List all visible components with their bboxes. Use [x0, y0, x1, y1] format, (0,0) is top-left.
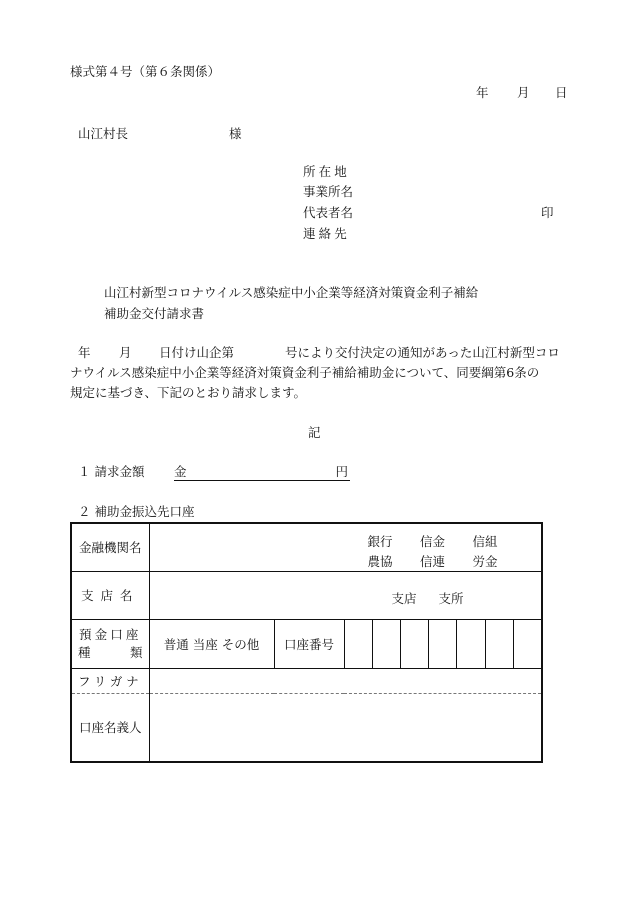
- bank-type-shinkin: 信金: [419, 534, 445, 549]
- bank-type-shinkumi: 信組: [472, 534, 498, 549]
- account-holder-cell[interactable]: [149, 693, 542, 762]
- account-digit[interactable]: [456, 620, 484, 668]
- bank-type-nokyo: 農協: [367, 554, 393, 569]
- form-number: 様式第４号（第６条関係）: [70, 64, 221, 79]
- item2-label: ２ 補助金振込先口座: [78, 504, 195, 519]
- account-digit[interactable]: [372, 620, 400, 668]
- body-line-2: ナウイルス感染症中小企業等経済対策資金利子補給補助金について、同要綱第6条の: [70, 365, 540, 380]
- bank-name-cell[interactable]: [149, 523, 542, 571]
- deposit-type-label: [71, 619, 149, 668]
- body-line-1-rest: 号により交付決定の通知があった山江村新型コロ: [285, 345, 560, 360]
- body-line-3: 規定に基づき、下記のとおり請求します。: [70, 385, 307, 400]
- furigana-cell[interactable]: [149, 668, 542, 693]
- branch-name-cell[interactable]: [149, 571, 542, 619]
- deposit-type-label-1: 預金口座: [78, 627, 142, 642]
- account-number-label: 口座番号: [274, 619, 344, 668]
- bank-name-label: 金融機関名: [71, 523, 149, 571]
- label-office-name: 事業所名: [303, 184, 354, 199]
- label-representative: 代表者名: [303, 205, 354, 220]
- furigana-label: フリガナ: [71, 668, 149, 693]
- account-digit[interactable]: [485, 620, 513, 668]
- body-month: 月: [119, 345, 132, 360]
- ki-mark: 記: [308, 425, 321, 440]
- branch-type-shisho: 支所: [438, 590, 464, 606]
- date-month: 月: [517, 85, 530, 100]
- amount-prefix: 金: [174, 464, 187, 479]
- bank-type-bank: 銀行: [367, 534, 393, 549]
- label-location: 所在地: [303, 164, 350, 179]
- amount-suffix: 円: [335, 464, 348, 479]
- title-line-2: 補助金交付請求書: [104, 306, 205, 321]
- addressee-honorific: 様: [229, 126, 242, 141]
- bank-type-rokin: 労金: [472, 554, 498, 569]
- bank-type-shinren: 信連: [419, 554, 445, 569]
- seal-mark: 印: [541, 205, 554, 220]
- deposit-type-label-2: 種 類: [78, 644, 143, 660]
- addressee-name: 山江村長: [78, 126, 129, 141]
- date-day: 日: [555, 85, 568, 100]
- account-digit[interactable]: [400, 620, 428, 668]
- account-number-cells[interactable]: [344, 619, 542, 668]
- deposit-type-options[interactable]: 普通 当座 その他: [149, 619, 274, 668]
- item1-label: １ 請求金額: [78, 464, 145, 479]
- body-day-ref: 日付け山企第: [159, 345, 235, 360]
- account-digit[interactable]: [345, 620, 372, 668]
- date-year: 年: [476, 85, 489, 100]
- bank-account-table: [70, 522, 543, 763]
- account-digit[interactable]: [513, 620, 541, 668]
- account-holder-label: 口座名義人: [71, 693, 149, 762]
- branch-name-label: 支店名: [71, 571, 149, 619]
- title-line-1: 山江村新型コロナウイルス感染症中小企業等経済対策資金利子補給: [104, 285, 479, 300]
- branch-type-shiten: 支店: [391, 590, 417, 606]
- request-amount-line[interactable]: [174, 466, 350, 481]
- account-digit[interactable]: [428, 620, 456, 668]
- label-contact: 連絡先: [303, 226, 350, 241]
- body-year: 年: [78, 345, 91, 360]
